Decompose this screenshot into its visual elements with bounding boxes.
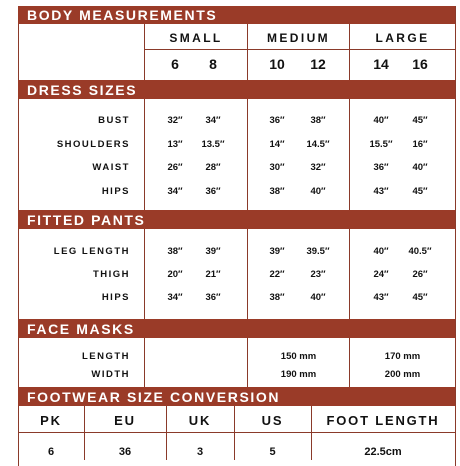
footwear-header-uk: UK — [188, 413, 212, 428]
size-number: 6 — [171, 56, 179, 72]
measurement-value: 38″ — [269, 185, 285, 197]
measurement-value: 38″ — [269, 292, 285, 303]
column-divider — [247, 99, 248, 210]
measurement-value: 39″ — [269, 246, 285, 257]
column-divider — [144, 99, 145, 210]
measurement-value: 13.5″ — [201, 138, 225, 150]
footwear-title: FOOTWEAR SIZE CONVERSION — [18, 387, 455, 406]
footwear-cell: 3 — [196, 446, 204, 458]
measurement-value: 40″ — [310, 185, 326, 197]
column-divider — [84, 406, 85, 460]
measurement-value: 21″ — [205, 269, 221, 280]
footwear-cell: 6 — [47, 446, 55, 458]
measurement-value: 43″ — [373, 292, 389, 303]
footwear-header-us: US — [261, 413, 284, 428]
column-divider — [349, 229, 350, 319]
size-group-label: SMALL — [169, 31, 223, 45]
dress-sizes-title: DRESS SIZES — [18, 80, 455, 99]
column-divider — [247, 229, 248, 319]
column-divider — [144, 24, 145, 80]
footwear-cell: 22.5cm — [364, 446, 402, 458]
size-number: 10 — [269, 56, 285, 72]
row-label: LENGTH — [81, 351, 130, 362]
column-divider — [349, 99, 350, 210]
measurement-value: 13″ — [167, 138, 183, 150]
measurement-value: 34″ — [205, 115, 221, 126]
measurement-value: 40″ — [373, 246, 389, 257]
fitted-pants-title: FITTED PANTS — [18, 210, 455, 229]
face-masks-title: FACE MASKS — [18, 319, 455, 338]
measurement-value: 32″ — [167, 115, 183, 126]
column-divider — [349, 338, 350, 387]
row-label: WAIST — [92, 162, 130, 173]
measurement-value: 40″ — [412, 162, 428, 173]
measurement-value: 34″ — [167, 292, 183, 303]
footwear-cell: 5 — [269, 446, 276, 458]
measurement-value: 36″ — [269, 115, 285, 126]
column-divider — [144, 229, 145, 319]
footwear-header-eu: EU — [114, 413, 136, 428]
measurement-value: 38″ — [167, 246, 183, 257]
footwear-header-foot-length: FOOT LENGTH — [326, 413, 440, 428]
measurement-value: 45″ — [412, 115, 428, 126]
column-divider — [247, 338, 248, 387]
size-number: 16 — [412, 56, 428, 72]
column-divider — [234, 406, 235, 460]
row-label: HIPS — [101, 185, 130, 197]
size-number: 8 — [209, 56, 217, 72]
measurement-value: 32″ — [310, 162, 326, 173]
row-label: HIPS — [101, 292, 130, 303]
measurement-value: 40″ — [373, 115, 389, 126]
footwear-header-pk: PK — [40, 413, 62, 428]
measurement-value: 39″ — [205, 246, 221, 257]
measurement-value: 34″ — [167, 185, 183, 197]
measurement-value: 14″ — [269, 138, 285, 150]
column-divider — [247, 24, 248, 80]
mask-medium-value: 190 mm — [280, 369, 317, 380]
measurement-value: 45″ — [412, 185, 428, 197]
measurement-value: 23″ — [310, 269, 326, 280]
column-divider — [311, 406, 312, 460]
measurement-value: 15.5″ — [369, 138, 393, 150]
row-label: WIDTH — [91, 369, 130, 380]
row-label: LEG LENGTH — [53, 246, 130, 257]
row-label: SHOULDERS — [56, 138, 130, 150]
size-number: 12 — [310, 56, 326, 72]
measurement-value: 30″ — [269, 162, 285, 173]
size-number: 14 — [373, 56, 389, 72]
measurement-value: 40.5″ — [408, 246, 432, 257]
measurement-value: 26″ — [412, 269, 428, 280]
measurement-value: 36″ — [373, 162, 389, 173]
measurement-value: 36″ — [205, 185, 221, 197]
measurement-value: 28″ — [205, 162, 221, 173]
mask-large-value: 200 mm — [384, 369, 421, 380]
measurement-value: 14.5″ — [306, 138, 330, 150]
column-divider — [144, 338, 145, 387]
measurement-value: 26″ — [167, 162, 183, 173]
measurement-value: 40″ — [310, 292, 326, 303]
measurement-value: 16″ — [412, 138, 428, 150]
measurement-value: 24″ — [373, 269, 389, 280]
size-header-divider — [144, 49, 455, 50]
measurement-value: 43″ — [373, 185, 389, 197]
footwear-header-divider — [18, 432, 455, 433]
mask-large-value: 170 mm — [384, 351, 421, 362]
measurement-value: 22″ — [269, 269, 285, 280]
mask-medium-value: 150 mm — [280, 351, 317, 362]
size-group-label: LARGE — [375, 31, 430, 45]
row-label: BUST — [98, 115, 130, 126]
measurement-value: 38″ — [310, 115, 326, 126]
column-divider — [349, 24, 350, 80]
body-measurements-title: BODY MEASUREMENTS — [18, 6, 455, 24]
measurement-value: 20″ — [167, 269, 183, 280]
footwear-cell: 36 — [118, 446, 132, 458]
measurement-value: 39.5″ — [306, 246, 330, 257]
row-label: THIGH — [92, 269, 130, 280]
measurement-value: 45″ — [412, 292, 428, 303]
size-group-label: MEDIUM — [266, 31, 331, 45]
column-divider — [166, 406, 167, 460]
measurement-value: 36″ — [205, 292, 221, 303]
